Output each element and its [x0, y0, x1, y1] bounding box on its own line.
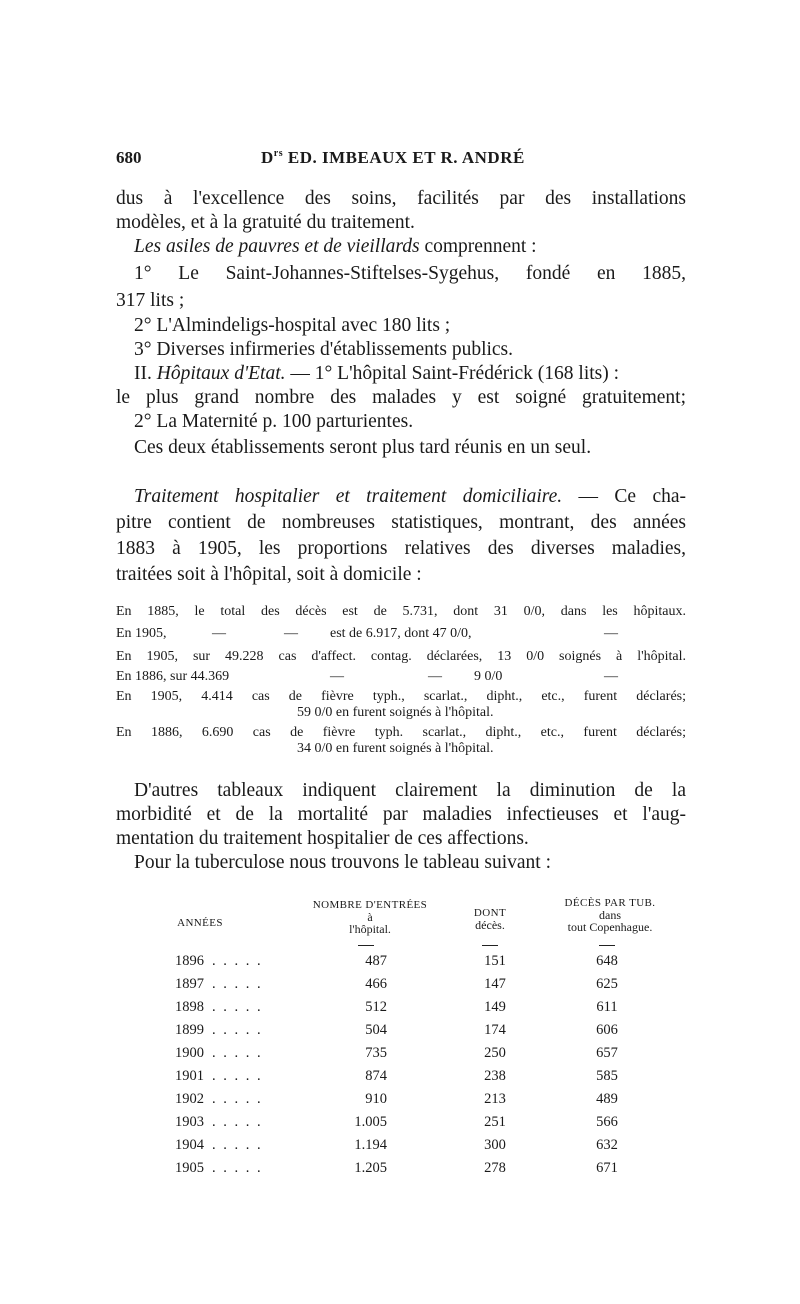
cell-tub: 648 [596, 953, 618, 969]
column-header-annees: ANNÉES [177, 917, 223, 929]
cell-tub: 632 [596, 1137, 618, 1153]
cell-tub: 606 [596, 1022, 618, 1038]
leader-dots: . . . . . [212, 999, 263, 1015]
cell-deces: 251 [484, 1114, 506, 1130]
leader-dots: . . . . . [212, 1160, 263, 1176]
paragraph-line: Les asiles de pauvres et de vieillards comprennent : [134, 236, 537, 257]
column-header-tub: DÉCÈS PAR TUB. dans tout Copenhague. [564, 897, 656, 934]
leader-dots: . . . . . [212, 1137, 263, 1153]
cell-tub: 611 [596, 999, 618, 1015]
stat-line: En 1886, 6.690 cas de fièvre typh. scarlat., dipht., etc., furent déclarés; [116, 725, 686, 740]
book-page: 680 $D^{rs}$ ED. IMBEAUX ET R. ANDRÉ dus à l'excellence des soins, facilités par des installations modèles, et à la gratuité du traitement. Les asiles de pauvres et de vieillards comprennent : 1° Le Saint-Johannes-Stiftelses-Sygehus, fondé en 1885, 317 lits ; 2° L'Almindeligs-hospital avec 180 lits ; 3° Diverses infirmeries d'établissements publics. II. Hôpitaux d'Etat. — 1° L'hôpital Saint-Frédérick (168 lits) : le plus grand nombre des malades y est soigné gratuitement; 2° La Maternité p. 100 parturientes. Ces deux établissements seront plus tard réunis en un seul. Traitement hospitalier et traitement domiciliaire. — Ce cha- pitre contient de nombreuses statistiques, montrant, des années 1883 à 1905, les proportions relatives des diverses maladies, traitées soit à l'hôpital, soit à domicile : En 1885, le total des décès est de 5.731, dont 31 0/0, dans les hôpitaux. En 1905, — — est de 6.917, dont 47 0/0, — En 1905, sur 49.228 cas d'affect. contag. déclarées, 13 0/0 soignés à l'hôpital. En 1886, sur 44.369 — — 9 0/0 — En 1905, 4.414 cas de fièvre typh., scarlat., dipht., etc., furent déclarés; 59 0/0 en furent soignés à l'hôpital. En 1886, 6.690 cas de fièvre typh. scarlat., dipht., etc., furent déclarés; 34 0/0 en furent soignés à l'hôpital. D'autres tableaux indiquent clairement la diminution de la morbidité et de la mortalité par maladies infectieuses et l'aug- mentation du traitement hospitalier de ces affections. Pour la tuberculose nous trouvons le tableau suivant : ANNÉES NOMBRE D'ENTRÉES à l'hôpital. DONT décès. DÉCÈS PAR TUB. dans tout Copenhague. 1896 . . . . . 487 151 648 1897 . . . . . 466 147 625 1898 . . . . . 512 149 611 1899 . . . . . 504 174 606 1900 . . . . . 735 250 657 1901 . . . . . 874 238 585 1902 . . . . . 910 213 489 1903 . . . . . 1.005 251 566 1904 . . . . . 1.194 300 632 1905 . . . . . 1.205 278 671 [0, 0, 800, 1304]
cell-entrees: 1.194 [354, 1137, 387, 1153]
cell-entrees: 466 [365, 976, 387, 992]
column-header-entrees: NOMBRE D'ENTRÉES à l'hôpital. [312, 899, 428, 936]
cell-year: 1899 [175, 1022, 204, 1038]
header-rule [599, 945, 615, 946]
cell-deces: 174 [484, 1022, 506, 1038]
leader-dots: . . . . . [212, 1068, 263, 1084]
cell-deces: 147 [484, 976, 506, 992]
cell-year: 1901 [175, 1068, 204, 1084]
paragraph-line: Traitement hospitalier et traitement domiciliaire. — Ce cha- [134, 486, 687, 507]
cell-deces: 151 [484, 953, 506, 969]
leader-dots: . . . . . [212, 976, 263, 992]
cell-entrees: 735 [365, 1045, 387, 1061]
paragraph-line: 2° L'Almindeligs-hospital avec 180 lits ; [134, 315, 451, 336]
paragraph-line: le plus grand nombre des malades y est soigné gratuitement; [116, 387, 686, 408]
cell-deces: 238 [484, 1068, 506, 1084]
stat-line: 59 0/0 en furent soignés à l'hôpital. [297, 705, 494, 720]
leader-dots: . . . . . [212, 1022, 263, 1038]
cell-tub: 489 [596, 1091, 618, 1107]
cell-deces: 149 [484, 999, 506, 1015]
table-row [175, 1114, 675, 1136]
cell-year: 1897 [175, 976, 204, 992]
paragraph-line: 1883 à 1905, les proportions relatives des diverses maladies, [116, 538, 686, 559]
cell-entrees: 874 [365, 1068, 387, 1084]
cell-tub: 585 [596, 1068, 618, 1084]
table-row [175, 1137, 675, 1159]
paragraph-line: 2° La Maternité p. 100 parturientes. [134, 411, 414, 432]
leader-dots: . . . . . [212, 1045, 263, 1061]
paragraph-line: pitre contient de nombreuses statistiques, montrant, des années [116, 512, 686, 533]
paragraph-line: dus à l'excellence des soins, facilités par des installations [116, 188, 686, 209]
running-header [116, 148, 686, 172]
cell-year: 1902 [175, 1091, 204, 1107]
stat-line: En 1905, sur 49.228 cas d'affect. contag. déclarées, 13 0/0 soignés à l'hôpital. [116, 649, 686, 664]
stat-line: En 1905, 4.414 cas de fièvre typh., scarlat., dipht., etc., furent déclarés; [116, 689, 686, 704]
cell-year: 1900 [175, 1045, 204, 1061]
page-number: 680 [116, 148, 142, 167]
leader-dots: . . . . . [212, 1114, 263, 1130]
cell-entrees: 1.205 [354, 1160, 387, 1176]
table-row [175, 1068, 675, 1090]
cell-entrees: 512 [365, 999, 387, 1015]
column-header-deces: DONT décès. [473, 907, 507, 932]
paragraph-line: 317 lits ; [116, 290, 185, 311]
paragraph-line: II. Hôpitaux d'Etat. — 1° L'hôpital Saint-Frédérick (168 lits) : [134, 363, 620, 384]
paragraph-line: mentation du traitement hospitalier de ces affections. [116, 828, 529, 849]
cell-year: 1904 [175, 1137, 204, 1153]
cell-entrees: 1.005 [354, 1114, 387, 1130]
cell-year: 1898 [175, 999, 204, 1015]
cell-tub: 625 [596, 976, 618, 992]
cell-tub: 566 [596, 1114, 618, 1130]
paragraph-line: 3° Diverses infirmeries d'établissements publics. [134, 339, 514, 360]
paragraph-line: modèles, et à la gratuité du traitement. [116, 212, 415, 233]
cell-year: 1896 [175, 953, 204, 969]
header-rule [482, 945, 498, 946]
table-row [175, 953, 675, 975]
cell-entrees: 487 [365, 953, 387, 969]
paragraph-line: morbidité et de la mortalité par maladies infectieuses et l'aug- [116, 804, 686, 825]
paragraph-line: 1° Le Saint-Johannes-Stiftelses-Sygehus, fondé en 1885, [134, 263, 686, 284]
table-row [175, 1091, 675, 1113]
cell-year: 1903 [175, 1114, 204, 1130]
table-row [175, 1022, 675, 1044]
stat-line: 34 0/0 en furent soignés à l'hôpital. [297, 741, 494, 756]
cell-deces: 213 [484, 1091, 506, 1107]
cell-entrees: 504 [365, 1022, 387, 1038]
cell-deces: 250 [484, 1045, 506, 1061]
table-row [175, 999, 675, 1021]
leader-dots: . . . . . [212, 1091, 263, 1107]
table-row [175, 1045, 675, 1067]
cell-entrees: 910 [365, 1091, 387, 1107]
table-row [175, 976, 675, 998]
paragraph-line: Pour la tuberculose nous trouvons le tableau suivant : [134, 852, 552, 873]
paragraph-line: Ces deux établissements seront plus tard réunis en un seul. [134, 437, 592, 458]
header-rule [358, 945, 374, 946]
cell-tub: 671 [596, 1160, 618, 1176]
paragraph-line: D'autres tableaux indiquent clairement la diminution de la [134, 780, 686, 801]
cell-deces: 300 [484, 1137, 506, 1153]
cell-tub: 657 [596, 1045, 618, 1061]
table-row [175, 1160, 675, 1182]
running-title: $D^{rs}$ ED. IMBEAUX ET R. ANDRÉ [261, 148, 525, 167]
cell-year: 1905 [175, 1160, 204, 1176]
cell-deces: 278 [484, 1160, 506, 1176]
leader-dots: . . . . . [212, 953, 263, 969]
stat-line: En 1885, le total des décès est de 5.731, dont 31 0/0, dans les hôpitaux. [116, 604, 686, 619]
paragraph-line: traitées soit à l'hôpital, soit à domicile : [116, 564, 422, 585]
